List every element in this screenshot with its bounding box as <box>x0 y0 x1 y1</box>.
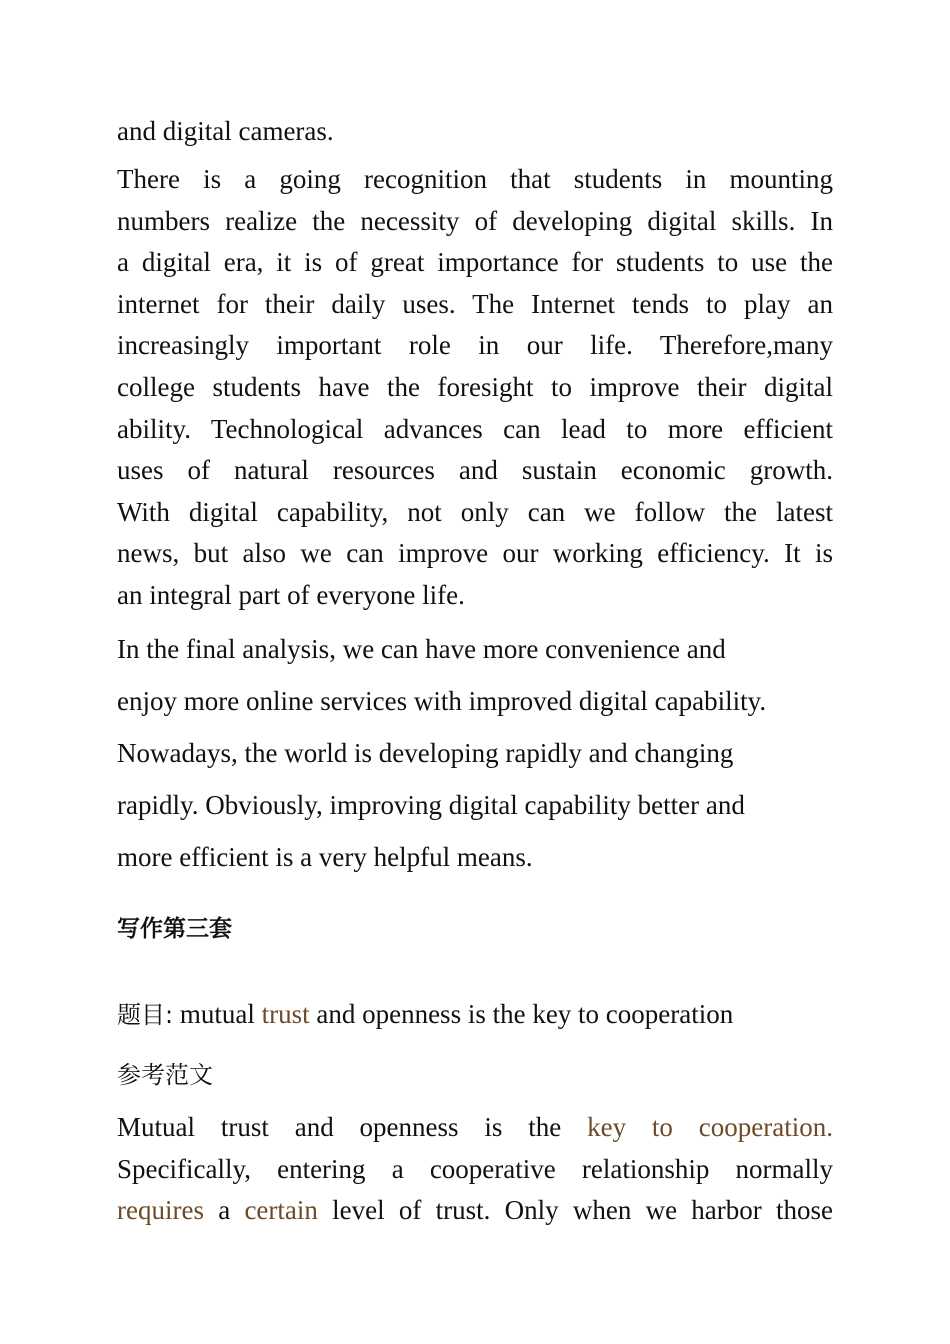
paragraph-2-line: internet for their daily uses. The Internet tends to play an <box>117 288 833 319</box>
paragraph-2 <box>117 159 833 617</box>
section-heading: 写作第三套 <box>117 916 232 942</box>
paragraph-1-tail: and digital cameras. <box>117 116 334 146</box>
paragraph-2-line: increasingly important role in our life. Therefore,many <box>117 330 833 361</box>
topic-text-post: and openness is the key to cooperation <box>309 999 734 1029</box>
essay-highlight: certain <box>244 1195 318 1226</box>
topic-highlight: trust <box>261 999 310 1029</box>
paragraph-3 <box>117 623 833 883</box>
paragraph-3-line: Nowadays, the world is developing rapidly and changing <box>117 738 734 768</box>
essay-text: a <box>203 1195 245 1226</box>
paragraph-2-line: With digital capability, not only can we follow the latest <box>117 496 833 527</box>
paragraph-2-line: There is a going recognition that students in mounting <box>117 164 833 194</box>
paragraph-3-line: more efficient is a very helpful means. <box>117 842 533 872</box>
paragraph-2-line: numbers realize the necessity of developing digital skills. In <box>117 205 833 236</box>
paragraph-2-line: news, but also we can improve our working efficiency. It is <box>117 538 833 569</box>
topic-label: 题目: <box>117 1001 174 1029</box>
paragraph-2-line: an integral part of everyone life. <box>117 579 465 610</box>
essay-text: level of trust. Only when we harbor those <box>317 1195 834 1226</box>
paragraph-2-line: a digital era, it is of great importance for students to use the <box>117 247 833 278</box>
essay-line <box>117 1190 833 1232</box>
essay-highlight: requires <box>117 1195 204 1226</box>
sample-essay-label: 参考范文 <box>117 1061 213 1089</box>
essay-line: Specifically, entering a cooperative relationship normally <box>117 1153 833 1184</box>
topic-text-pre: mutual <box>173 999 262 1029</box>
essay-line <box>117 1107 833 1149</box>
paragraph-2-line: uses of natural resources and sustain economic growth. <box>117 455 833 486</box>
essay-text: Mutual trust and openness is the <box>117 1112 588 1142</box>
paragraph-3-line: rapidly. Obviously, improving digital capability better and <box>117 790 745 820</box>
paragraph-3-line: In the final analysis, we can have more convenience and <box>117 634 726 664</box>
topic-line <box>117 994 833 1035</box>
essay-paragraph <box>117 1107 833 1232</box>
paragraph-3-line: enjoy more online services with improved digital capability. <box>117 686 767 716</box>
paragraph-2-line: college students have the foresight to improve their digital <box>117 371 833 402</box>
essay-highlight: key to cooperation. <box>587 1112 833 1142</box>
paragraph-2-line: ability. Technological advances can lead to more efficient <box>117 413 833 444</box>
